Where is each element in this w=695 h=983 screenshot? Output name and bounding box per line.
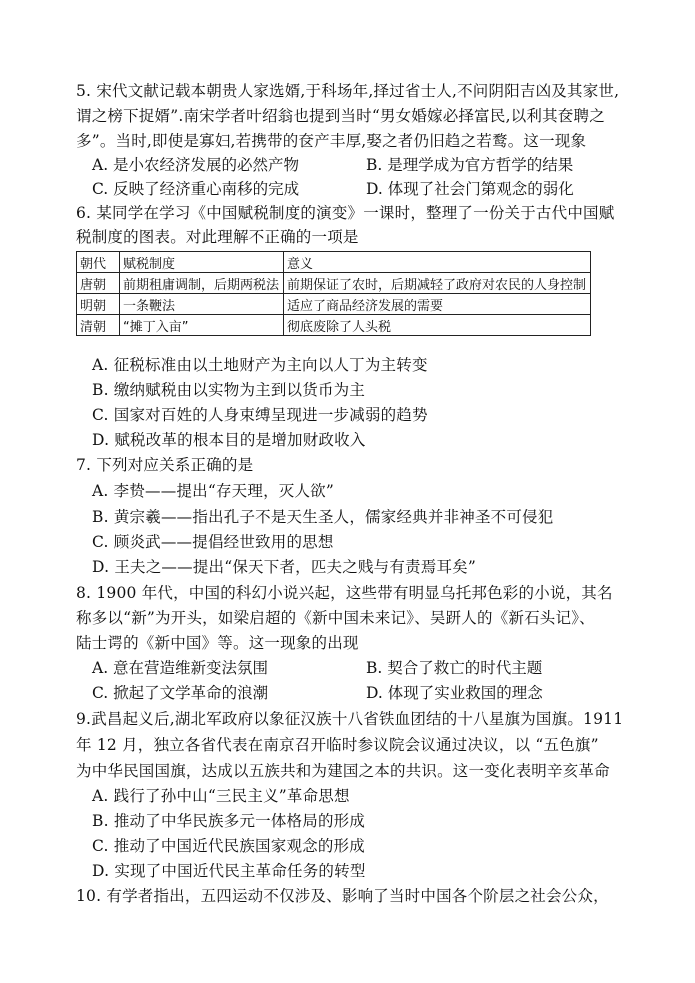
table-cell: “摊丁入亩”: [120, 315, 284, 336]
table-cell: 明朝: [77, 294, 120, 315]
table-cell: 彻底废除了人头税: [284, 315, 591, 336]
table-cell: 前期保证了农时，后期减轻了政府对农民的人身控制: [284, 273, 591, 294]
table-header-cell: 朝代: [77, 252, 120, 273]
q8-stem-line-1: 8. 1900 年代，中国的科幻小说兴起，这些带有明显乌托邦色彩的小说，其名: [76, 584, 613, 602]
q5-stem-line-3: 多”。当时,即使是寡妇,若携带的奁产丰厚,娶之者仍旧趋之若鹜。这一现象: [76, 132, 587, 150]
q9-stem-line-3: 为中华民国国旗，达成以五族共和为建国之本的共识。这一变化表明辛亥革命: [76, 762, 610, 780]
q8-option-c: C. 掀起了文学革命的浪潮: [92, 684, 269, 702]
table-cell: 前期租庸调制，后期两税法: [120, 273, 284, 294]
q8-option-a: A. 意在营造维新变法氛围: [92, 659, 269, 677]
q7-option-a: A. 李贽——提出“存天理，灭人欲”: [92, 482, 334, 500]
table-cell: 一条鞭法: [120, 294, 284, 315]
q6-option-b: B. 缴纳赋税由以实物为主到以货币为主: [92, 381, 366, 399]
q5-option-c: C. 反映了经济重心南移的完成: [92, 180, 300, 198]
q8-stem-line-2: 称多以“新”为开头，如梁启超的《新中国未来记》、吴趼人的《新石头记》、: [76, 609, 595, 627]
table-cell: 适应了商品经济发展的需要: [284, 294, 591, 315]
q9-stem-line-1: 9.武昌起义后,湖北军政府以象征汉族十八省铁血团结的十八星旗为国旗。1911: [76, 710, 624, 728]
q7-option-b: B. 黄宗羲——指出孔子不是天生圣人，儒家经典并非神圣不可侵犯: [92, 508, 554, 526]
table-row: [77, 294, 591, 315]
tax-system-table: [76, 251, 591, 336]
q8-stem-line-3: 陆士谔的《新中国》等。这一现象的出现: [76, 634, 359, 652]
q9-stem-line-2: 年 12 月，独立各省代表在南京召开临时参议院会议通过决议，以 “五色旗”: [76, 736, 599, 754]
table-header-row: [77, 252, 591, 273]
q6-option-a: A. 征税标准由以土地财产为主向以人丁为主转变: [92, 356, 428, 374]
q9-option-a: A. 践行了孙中山“三民主义”革命思想: [92, 787, 350, 805]
table-header-cell: 意义: [284, 252, 591, 273]
table-cell: 清朝: [77, 315, 120, 336]
table-row: [77, 315, 591, 336]
q5-stem-line-1: 5. 宋代文献记载本朝贵人家选婿,于科场年,择过省士人,不问阴阳吉凶及其家世,: [76, 82, 620, 100]
q6-stem-line-1: 6. 某同学在学习《中国赋税制度的演变》一课时，整理了一份关于古代中国赋: [76, 204, 615, 222]
q7-stem: 7. 下列对应关系正确的是: [76, 456, 254, 474]
q10-stem: 10. 有学者指出，五四运动不仅涉及、影响了当时中国各个阶层之社会公众，: [76, 887, 609, 905]
table-cell: 唐朝: [77, 273, 120, 294]
table-header-cell: 赋税制度: [120, 252, 284, 273]
q9-option-b: B. 推动了中华民族多元一体格局的形成: [92, 812, 366, 830]
table-row: [77, 273, 591, 294]
q7-option-c: C. 顾炎武——提倡经世致用的思想: [92, 533, 334, 551]
q9-option-c: C. 推动了中国近代民族国家观念的形成: [92, 837, 365, 855]
q6-option-c: C. 国家对百姓的人身束缚呈现进一步减弱的趋势: [92, 406, 428, 424]
q5-option-a: A. 是小农经济发展的必然产物: [92, 156, 300, 174]
q5-option-d: D. 体现了社会门第观念的弱化: [366, 180, 574, 198]
q6-option-d: D. 赋税改革的根本目的是增加财政收入: [92, 431, 366, 449]
q8-option-d: D. 体现了实业救国的理念: [366, 684, 543, 702]
q8-option-b: B. 契合了救亡的时代主题: [366, 659, 543, 677]
q7-option-d: D. 王夫之——提出“保天下者，匹夫之贱与有责焉耳矣”: [92, 558, 476, 576]
q9-option-d: D. 实现了中国近代民主革命任务的转型: [92, 862, 366, 880]
q6-stem-line-2: 税制度的图表。对此理解不正确的一项是: [76, 228, 359, 246]
q5-option-b: B. 是理学成为官方哲学的结果: [366, 156, 574, 174]
q5-stem-line-2: 谓之榜下捉婿”.南宋学者叶绍翁也提到当时“男女婚嫁必择富民,以利其奁聘之: [76, 107, 605, 125]
